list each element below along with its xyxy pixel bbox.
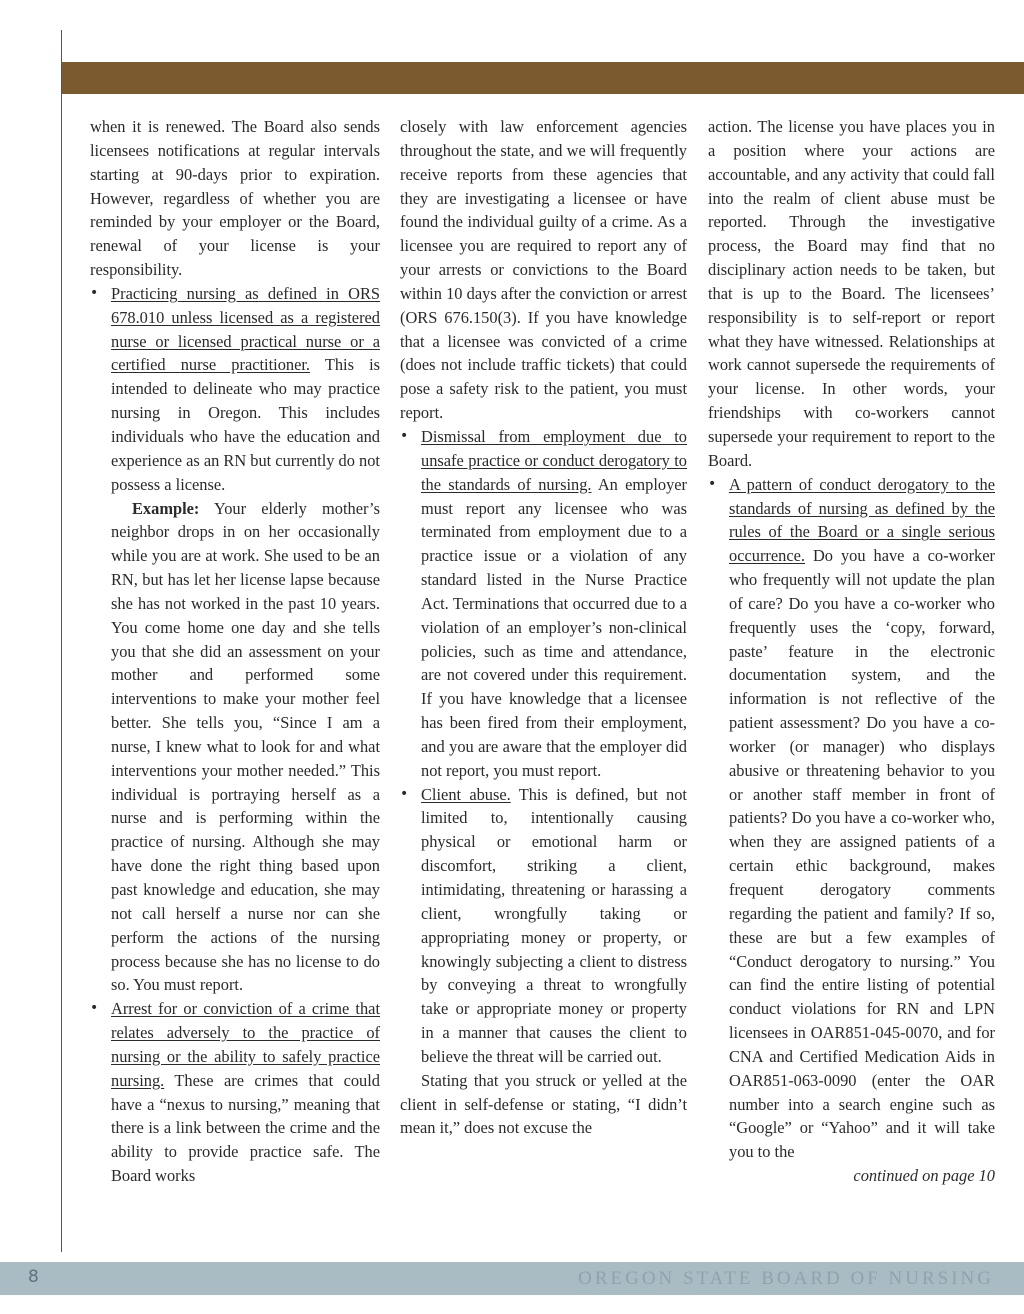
- bullet-text: An employer must report any licensee who was terminated from employment due to a practice issue or a violation of any standard listed in the Nurse Practice Act. Terminations that occurred due to a violation of an employer’s non-clinical policies, such as time and attendance, are not covered under this requirement. If you have knowledge that a licensee has been fired from their employment, and you are aware that the employer did not report, you must report.: [421, 474, 687, 780]
- paragraph-accountability: action. The license you have places you in a position where your actions are accountable, and any activity that could fall into the realm of client abuse must be reported. Through the investigative process, the Board may find that no disciplinary action needs to be taken, but that is up to the Board. The licensees’ responsibility is to self-report or report what they have witnessed. Relationships at work cannot supersede the requirements of your license. In other words, your friendships with co-workers cannot supersede your requirement to report to the Board.: [708, 117, 995, 470]
- bullet-text: This is intended to delineate who may practice nursing in Oregon. This includes individuals who have the education and experience as an RN but currently do not possess a license.: [111, 355, 381, 494]
- bullet-title: Arrest for or conviction of a crime that relates adversely to the practice of nursing or the ability to safely practice nursing.: [111, 999, 380, 1090]
- bullet-pattern-of-conduct: [708, 473, 995, 1164]
- bullet-list-1: [90, 282, 380, 1188]
- bullet-text: This is defined, but not limited to, intentionally causing physical or emotional harm or discomfort, striking a client, intimidating, threatening or harassing a client, wrongfully taking or appropriating money or property, or knowingly subjecting a client to distress by conveying a threat to wrongfully take or appropriate money or property in a manner that causes the client to believe the threat will be carried out.: [421, 784, 687, 1066]
- example-label: Example:: [132, 498, 200, 518]
- bullet-arrest-conviction: [90, 997, 380, 1188]
- organization-name: OREGON STATE BOARD OF NURSING: [578, 1268, 994, 1289]
- paragraph-law-enforcement: closely with law enforcement agencies throughout the state, and we will frequently receive reports from these agencies that they are investigating a licensee or have found the individual guilty of a crime. As a licensee you are required to report any of your arrests or convictions to the Board within 10 days after the conviction or arrest (ORS 676.150(3). If you have knowledge that a licensee was convicted of a crime (does not include traffic tickets) that could pose a safety risk to the patient, you must report.: [400, 117, 687, 423]
- bullet-list-2: [400, 425, 687, 1069]
- bullet-title: Practicing nursing as defined in ORS 678.010 unless licensed as a registered nurse or licensed practical nurse or a certified nurse practitioner.: [111, 283, 380, 375]
- continued-note: continued on page 10: [853, 1166, 995, 1186]
- example-text: Your elderly mother’s neighbor drops in on her occasionally while you are at work. She used to be an RN, but has let her license lapse because she has not worked in the past 10 years. You come home one day and she tells you that she did an assessment on your mother and performed some interventions to make your mother feel better. She tells you, “Since I am a nurse, I knew what to look for and what interventions your mother needed.” This individual is portraying herself as a nurse and is performing within the practice of nursing. Although she may have done the right thing based upon past knowledge and education, she may not call herself a nurse nor can she perform the actions of the nursing process because she has no license to do so. You must report.: [111, 498, 380, 995]
- paragraph-renewal: when it is renewed. The Board also sends licensees notifications at regular intervals starting at 90-days prior to expiration. However, regardless of whether you are reminded by your employer or the Board, renewal of your license is your responsibility.: [90, 117, 380, 280]
- bullet-dismissal: [400, 425, 687, 783]
- bullet-client-abuse: [400, 783, 687, 1069]
- bullet-title: Dismissal from employment due to unsafe practice or conduct derogatory to the standards of nursing.: [421, 426, 687, 494]
- bullet-text: Do you have a co-worker who frequently will not update the plan of care? Do you have a co-worker who frequently uses the ‘copy, forward, paste’ feature in the electronic documentation system, and the information is not reflective of the patient assessment? Do you have a co-worker (or manager) who displays abusive or threatening behavior to you or another staff member in front of patients? Do you have a co-worker who, when they are assigned patients of a certain ethic background, makes frequent derogatory comments regarding the patient and family? If so, these are but a few examples of “Conduct derogatory to nursing.” You can find the entire listing of potential conduct violations for RN and LPN licensees in OAR851-045-0070, and for CNA and Certified Medication Aids in OAR851-063-0090 (enter the OAR number into a search engine such as “Google” or “Yahoo” and it will take you to the: [729, 546, 995, 1162]
- bullet-title: Client abuse.: [421, 784, 511, 804]
- text-column-2: [400, 115, 687, 1140]
- text-column-1: [90, 115, 380, 1188]
- bullet-text: These are crimes that could have a “nexus to nursing,” meaning that there is a link between the crime and the ability to provide practice safe. The Board works: [111, 1070, 380, 1186]
- left-margin-rule: [61, 30, 62, 1252]
- bullet-practicing-nursing: [90, 282, 380, 997]
- paragraph-self-defense: Stating that you struck or yelled at the client in self-defense or stating, “I didn’t mean it,” does not excuse the: [400, 1070, 687, 1138]
- page-number: 8: [28, 1267, 39, 1287]
- bullet-title: A pattern of conduct derogatory to the standards of nursing as defined by the rules of the Board or a single serious occurrence.: [729, 474, 995, 566]
- example-paragraph: [111, 497, 380, 998]
- header-band: [62, 62, 1024, 94]
- text-column-3: [708, 115, 995, 1188]
- bullet-list-3: [708, 473, 995, 1164]
- footer-band: [0, 1262, 1024, 1295]
